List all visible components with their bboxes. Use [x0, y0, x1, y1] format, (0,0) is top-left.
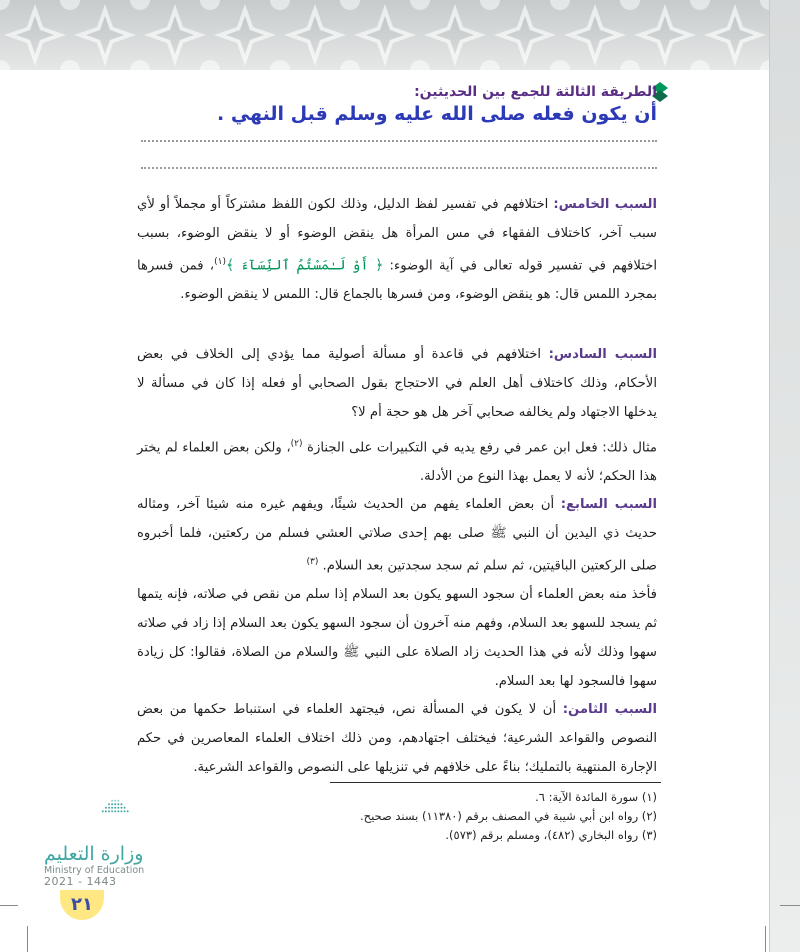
footnote-item: (١) سورة المائدة الآية: ٦.: [535, 790, 657, 804]
section-title: الطريقة الثالثة للجمع بين الحديثين:: [414, 84, 657, 100]
crop-mark: [27, 926, 28, 952]
footnote-ref: (١): [214, 257, 226, 267]
footnote-divider: [330, 782, 661, 783]
reason-label: السبب السابع:: [560, 497, 657, 512]
example-text: ، ولكن بعض العلماء لم يختر هذا الحكم؛ لأنه لا يعمل بهذا النوع من الأدلة.: [137, 440, 657, 485]
reason-text: أن لا يكون في المسألة نص، فيجتهد العلماء في استنباط حكمها من بعض النصوص والقواعد الشرعية؛ فيختلف اجتهادهم، ومن ذلك اختلاف العلماء المعاصرين في حكم الإجارة المنتهية بالتمليك؛ بناءً على خلافهم في تنزيلها على النصوص والقواعد الشرعية.: [137, 702, 657, 775]
footnote-ref: (٢): [290, 439, 303, 449]
header-pattern-band: [0, 0, 800, 70]
reason-text: أن بعض العلماء يفهم من الحديث شيئًا، ويفهم غيره منه شيئا آخر، ومثاله حديث ذي اليدين أن النبي ﷺ صلى بهم إحدى صلاتي العشي فسلم من ركعتين، فلما أخبروه صلى الركعتين الباقيتين، ثم سلم ثم سجد سجدتين بعد السلام.: [137, 497, 657, 574]
reason-label: السبب الثامن:: [562, 702, 657, 717]
quran-verse: ﴿ أَوْ لَـٰمَسْتُمُ ٱلنِّسَآءَ ﴾: [225, 257, 384, 274]
footnote-item: (٣) رواه البخاري (٤٨٢)، ومسلم برقم (٥٧٣).: [445, 828, 657, 842]
example-text: مثال ذلك: فعل ابن عمر في رفع يديه في التكبيرات على الجنازة: [302, 440, 657, 456]
reason-fifth: [137, 190, 657, 309]
reason-label: السبب الخامس:: [553, 197, 657, 212]
footnotes: [137, 788, 657, 845]
footnote-ref: (٣): [306, 557, 319, 567]
edition-year: 2021 - 1443: [44, 875, 117, 888]
ministry-name-arabic: وزارة التعليم: [44, 843, 144, 865]
reason-text: اختلافهم في قاعدة أو مسألة أصولية مما يؤدي إلى الخلاف في بعض الأحكام، وذلك كاختلاف أهل العلم في الاحتجاج بقول الصحابي أو فعله إذا كان في مسألة لا يدخلها الاجتهاد ولم يخالفه صحابي آخر هل هو حجة أم لا؟: [137, 347, 657, 420]
page-number: ٢١: [60, 890, 104, 920]
reason-sixth: [137, 340, 657, 427]
answer-dotted-line: [141, 140, 657, 142]
ministry-logo-icon: [80, 798, 170, 838]
reason-eighth: [137, 695, 657, 782]
section-answer: أن يكون فعله صلى الله عليه وسلم قبل النهي .: [217, 103, 657, 125]
answer-dotted-line: [141, 167, 657, 169]
reason-text: ، فمن فسرها بمجرد اللمس قال: هو ينقض الوضوء، ومن فسرها بالجماع قال: اللمس لا ينقض الوضوء.: [137, 258, 657, 303]
geometric-pattern: [0, 0, 800, 70]
reason-label: السبب السادس:: [548, 347, 657, 362]
reason-sixth-example: [137, 430, 657, 491]
reason-seventh: [137, 490, 657, 696]
right-margin-strip: [769, 0, 800, 952]
footnote-item: (٢) رواه ابن أبي شيبة في المصنف برقم (١١٣٨٠) بسند صحيح.: [360, 809, 657, 823]
reason-text: اختلافهم في تفسير لفظ الدليل، وذلك لكون اللفظ مشتركاً أو مجملاً أو لأي سبب آخر، كاختلاف الفقهاء في مس المرأة هل ينقض الوضوء أو لا ينقض الوضوء، بسبب اختلافهم في تفسير قوله تعالى في آية الوضوء:: [137, 197, 657, 274]
ministry-name-english: Ministry of Education: [44, 865, 145, 876]
crop-mark: [0, 905, 18, 906]
crop-mark: [780, 905, 800, 906]
reason-text: فأخذ منه بعض العلماء أن سجود السهو يكون بعد السلام إذا سلم من نقص في صلاته، فإنه يتمها ثم يسجد للسهو بعد السلام، وفهم منه آخرون أن سجود السهو يكون بعد السلام إذا زاد في صلاته سهوا وذلك لأنه في هذا الحديث زاد الصلاة على النبي ﷺ والسلام من الصلاة، فقالوا: كل زيادة سهوا فالسجود لها بعد السلام.: [137, 587, 657, 690]
crop-mark: [765, 926, 766, 952]
